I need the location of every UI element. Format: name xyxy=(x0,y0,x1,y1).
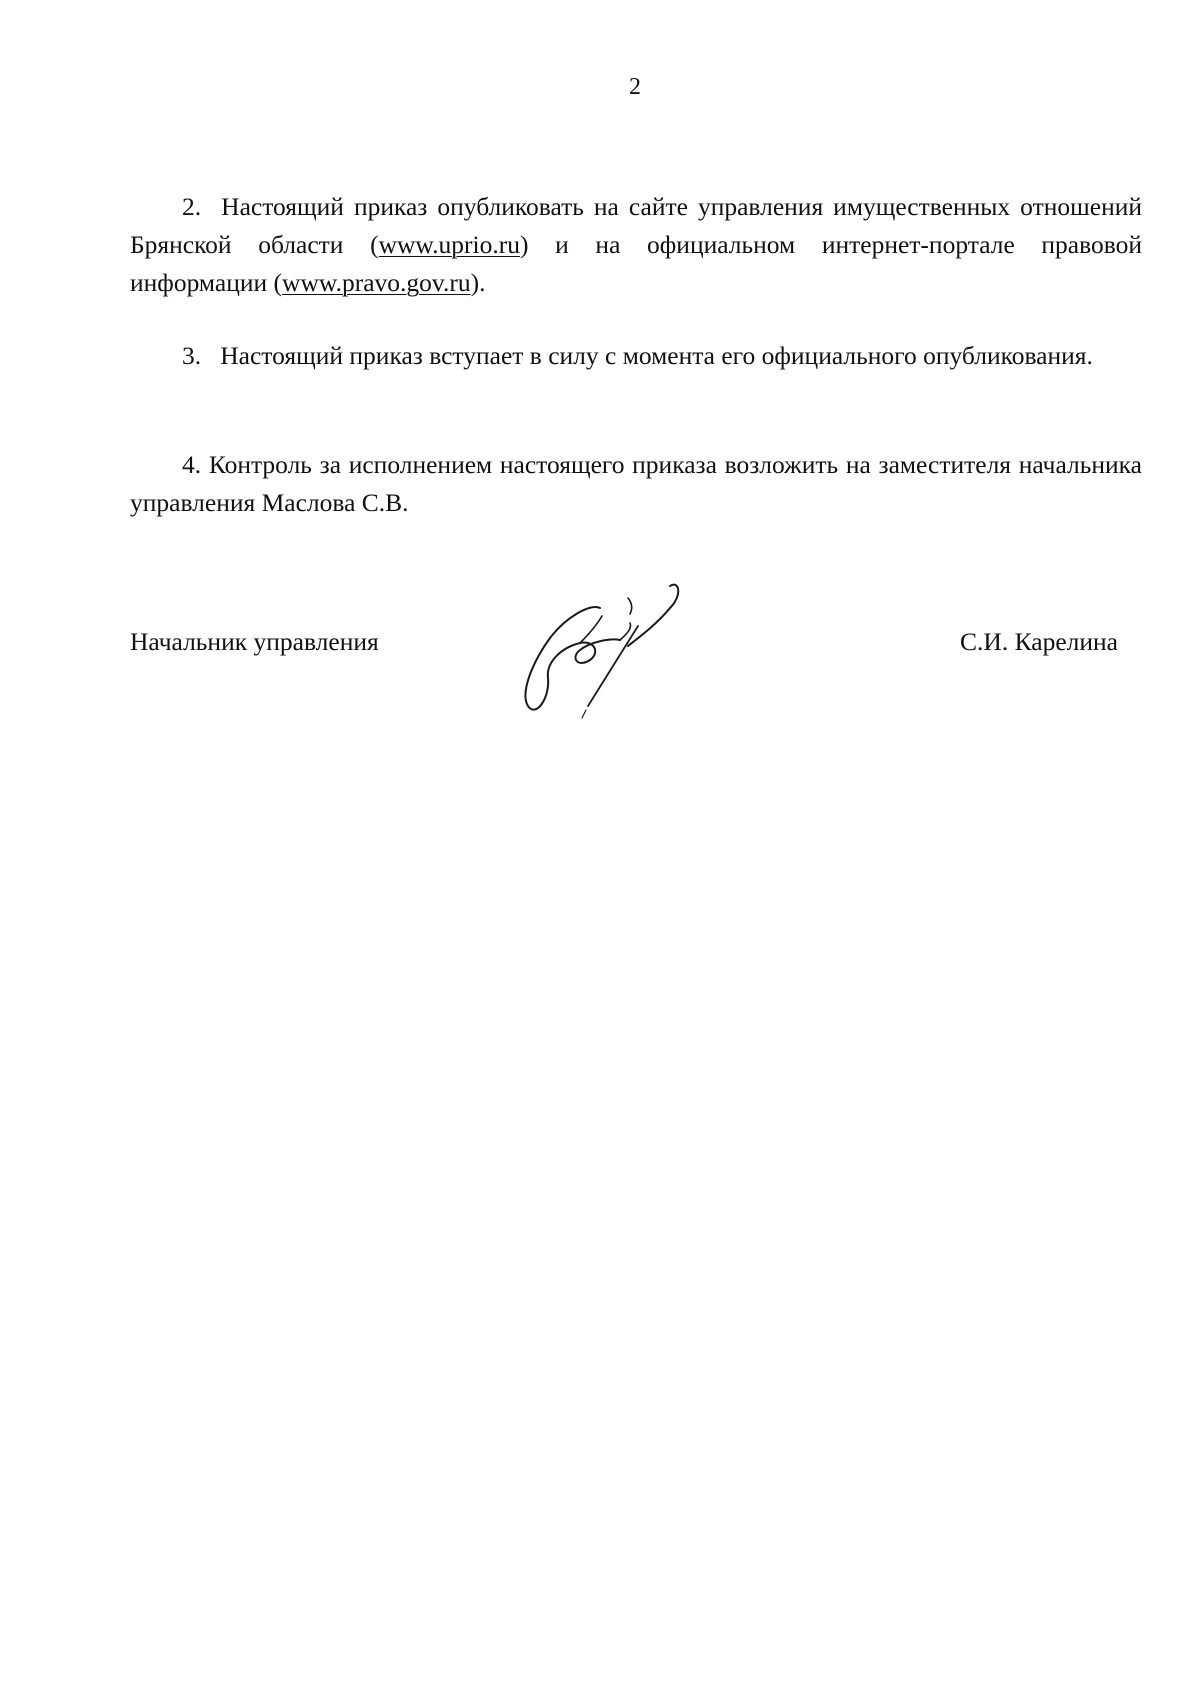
clause-4-text: Контроль за исполнением настоящего приказа возложить на заместителя начальника управления Маслова С.В. xyxy=(130,450,1143,517)
page-number: 2 xyxy=(629,74,641,100)
clause-4-number: 4. xyxy=(182,450,202,479)
pravo-link[interactable]: www.pravo.gov.ru xyxy=(282,268,471,297)
clause-2-number: 2. xyxy=(182,192,202,221)
clause-2-text-before: Настоящий приказ опубликовать на сайте управления имущественных отношений Брянской области ( xyxy=(130,192,1143,259)
clause-3 xyxy=(130,337,1142,375)
signer-title: Начальник управления xyxy=(130,627,379,656)
clause-2-text-after: ). xyxy=(470,268,486,297)
signer-name: С.И. Карелина xyxy=(960,627,1118,656)
clause-3-text: Настоящий приказ вступает в силу с момента его официального опубликования. xyxy=(220,341,1093,370)
clause-4 xyxy=(130,446,1142,522)
clause-3-number: 3. xyxy=(182,341,202,370)
clause-2 xyxy=(130,188,1142,302)
uprio-link[interactable]: www.uprio.ru xyxy=(378,230,521,259)
clause-2-text-middle: ) и на официальном интернет-портале правовой информации ( xyxy=(130,230,1143,297)
handwritten-signature xyxy=(520,578,720,738)
